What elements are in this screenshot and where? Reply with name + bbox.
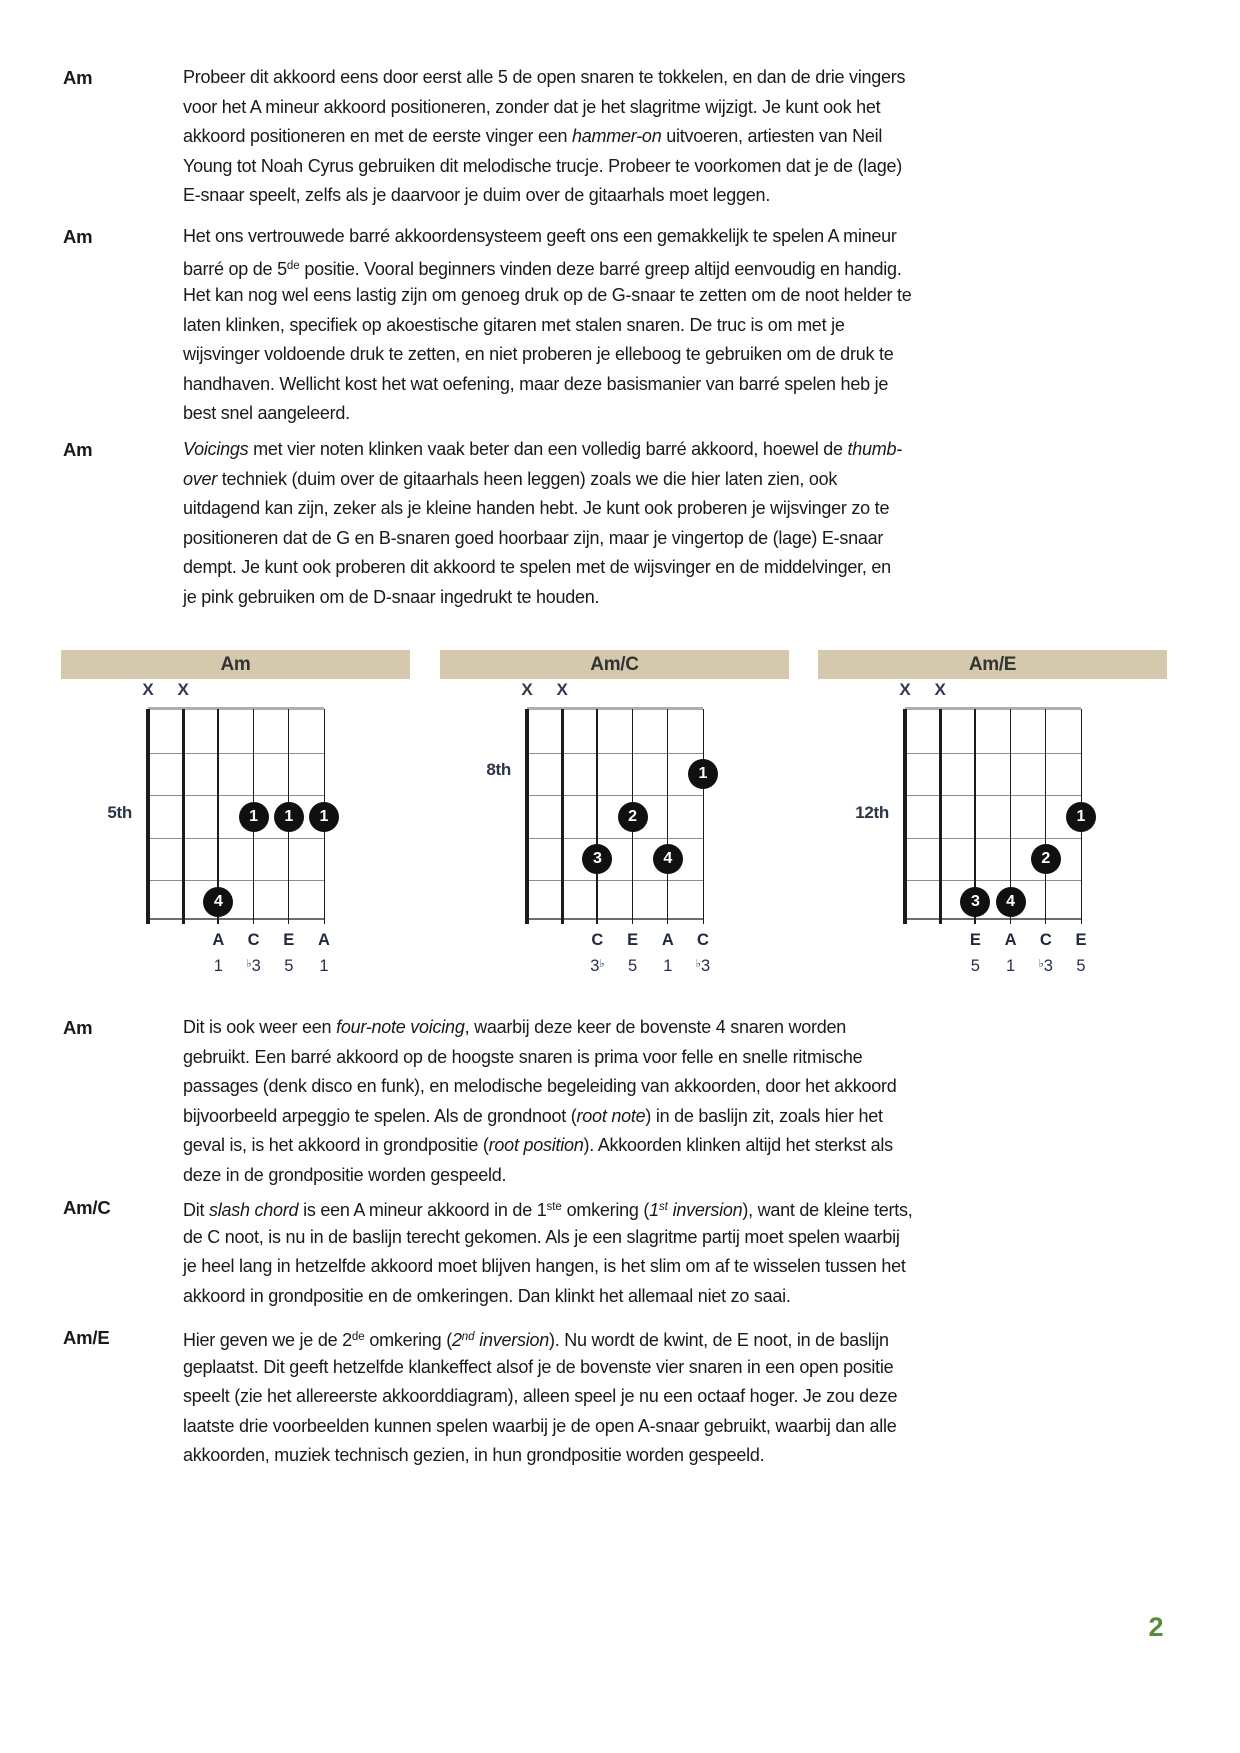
note-name-label: E — [627, 931, 639, 949]
finger-dot: 1 — [239, 802, 269, 832]
text-line — [183, 524, 1240, 554]
finger-dot: 4 — [653, 844, 683, 874]
text-segment: met vier noten klinken vaak beter dan een volledig barré akkoord, hoewel de — [248, 439, 848, 459]
scale-degree-label: 1 — [213, 957, 223, 975]
chord-title-bar: Am — [61, 650, 410, 679]
paragraph-body — [183, 1013, 1240, 1190]
chord-title-bar: Am/C — [440, 650, 789, 679]
text-line — [183, 311, 1240, 341]
paragraph-body — [183, 63, 1240, 211]
finger-dot: 1 — [688, 759, 718, 789]
text-segment: techniek (duim over de gitaarhals heen leggen) zoals we die hier laten zien, ook — [217, 468, 838, 489]
text-segment: geplaatst. Dit geeft hetzelfde klankeffect alsof je de bovenste vier snaren in een open positie — [183, 1356, 894, 1377]
note-name-label: E — [283, 931, 295, 949]
chord-diagram — [440, 650, 789, 982]
text-segment: four-note voicing — [336, 1017, 465, 1037]
text-segment: best snel aangeleerd. — [183, 403, 350, 423]
scale-degree-label: 5 — [970, 957, 980, 975]
note-name-label: A — [1004, 931, 1017, 949]
string-line — [182, 709, 185, 924]
paragraph-chord-label: Am/C — [63, 1197, 111, 1218]
muted-string-marker: X — [899, 680, 911, 699]
fret-line — [905, 753, 1081, 754]
text-segment: ), want de kleine terts, — [742, 1200, 913, 1220]
finger-dot: 2 — [618, 802, 648, 832]
text-line — [183, 1102, 1240, 1132]
text-segment: je pink gebruiken om de D-snaar ingedrukt te houden. — [183, 586, 600, 607]
paragraph-body — [183, 1323, 1240, 1471]
text-segment: akkoord in grondpositie en de omkeringen. Dan klinkt het allemaal niet zo saai. — [183, 1285, 791, 1306]
fret-position-label: 5th — [107, 802, 132, 822]
paragraph — [0, 1323, 1240, 1471]
fret-line — [905, 795, 1081, 796]
fret-line — [148, 795, 324, 796]
text-segment: ste — [546, 1201, 562, 1213]
scale-degree-label: 5 — [1076, 957, 1086, 975]
text-line — [183, 1072, 1240, 1102]
text-line — [183, 1161, 1240, 1191]
finger-dot: 4 — [996, 887, 1026, 917]
text-line — [183, 1013, 1240, 1043]
text-segment: Voicings — [183, 439, 249, 459]
flat-symbol: ♭ — [599, 958, 605, 970]
paragraph — [0, 222, 1240, 429]
text-segment: 2 — [451, 1330, 462, 1350]
text-segment: is een A mineur akkoord in de 1 — [298, 1200, 547, 1220]
text-line — [183, 1131, 1240, 1161]
text-line — [183, 252, 1240, 282]
finger-dot: 1 — [309, 802, 339, 832]
text-segment: positie. Vooral beginners vinden deze barré greep altijd eenvoudig en handig. — [299, 258, 902, 279]
text-segment: slash chord — [209, 1200, 299, 1220]
text-line — [183, 399, 1240, 429]
text-line — [183, 465, 1240, 495]
text-segment: passages (denk disco en funk), en melodische begeleiding van akkoorden, door het akkoord — [183, 1076, 897, 1096]
note-name-label: A — [212, 931, 225, 949]
text-segment: Het ons vertrouwede barré akkoordensysteem geeft ons een gemakkelijk te spelen A mineur — [183, 226, 897, 246]
finger-dot: 2 — [1031, 844, 1061, 874]
fret-line — [905, 838, 1081, 839]
string-line — [1045, 709, 1046, 924]
scale-degree-label: 5 — [284, 957, 294, 975]
fret-line — [527, 838, 703, 839]
string-line — [596, 709, 598, 924]
flat-symbol: ♭ — [1038, 958, 1044, 970]
text-line — [183, 152, 1240, 182]
page-number: 2 — [1148, 1612, 1164, 1642]
text-segment: handhaven. Wellicht kost het wat oefening, maar deze basismanier van barré spelen heb je — [183, 373, 889, 394]
text-segment: st — [658, 1201, 668, 1213]
text-line — [183, 181, 1240, 211]
text-segment: akkoord positioneren en met de eerste vinger een — [183, 126, 572, 146]
text-segment: je heel lang in hetzelfde akkoord moet blijven hangen, is het slim om af te wisselen tussen het — [183, 1256, 906, 1276]
text-line — [183, 553, 1240, 583]
flat-symbol: ♭ — [246, 958, 252, 970]
text-segment: omkering ( — [364, 1330, 452, 1350]
scale-degree-label: 3♭ — [590, 957, 605, 975]
scale-degree-label: ♭3 — [695, 957, 711, 975]
fret-line — [527, 753, 703, 754]
string-line — [667, 709, 668, 924]
text-segment: positioneren dat de G en B-snaren goed hoorbaar zijn, maar je vingertop de (lage) E-snaar — [183, 527, 884, 548]
string-line — [525, 709, 529, 924]
muted-string-marker: X — [556, 680, 568, 699]
text-segment: de — [286, 259, 300, 272]
finger-dot: 1 — [1066, 802, 1096, 832]
paragraph-chord-label: Am — [63, 226, 93, 247]
text-segment: inversion — [667, 1200, 743, 1220]
text-segment: voor het A mineur akkoord positioneren, zonder dat je het slagritme wijzigt. Je kunt ook het — [183, 96, 881, 117]
text-segment: Het kan nog wel eens lastig zijn om genoeg druk op de G-snaar te zetten om de noot helder te — [183, 285, 912, 305]
paragraph-chord-label: Am — [63, 1017, 93, 1038]
string-line — [561, 709, 564, 924]
scale-degree-label: 1 — [663, 957, 673, 975]
note-name-label: E — [969, 931, 981, 949]
fret-line — [527, 880, 703, 881]
string-line — [146, 709, 150, 924]
fret-line — [148, 880, 324, 881]
paragraph-body — [183, 222, 1240, 429]
fret-position-label: 8th — [486, 759, 511, 779]
text-segment: omkering ( — [561, 1200, 650, 1220]
text-segment: geval is, is het akkoord in grondpositie ( — [183, 1135, 489, 1155]
paragraph-body — [183, 435, 1240, 612]
text-segment: de — [351, 1331, 365, 1343]
text-segment: E-snaar speelt, zelfs als je daarvoor je duim over de gitaarhals moet leggen. — [183, 185, 771, 205]
muted-string-marker: X — [521, 680, 533, 699]
text-line — [183, 281, 1240, 311]
text-segment: bijvoorbeeld arpeggio te spelen. Als de grondnoot ( — [183, 1105, 577, 1126]
text-segment: nd — [461, 1331, 475, 1343]
text-line — [183, 1193, 1240, 1223]
text-segment: uitvoeren, artiesten van Neil — [661, 126, 883, 146]
text-line — [183, 494, 1240, 524]
fret-line — [148, 838, 324, 839]
note-name-label: A — [661, 931, 674, 949]
string-line — [939, 709, 942, 924]
paragraph — [0, 1013, 1240, 1190]
finger-dot: 3 — [582, 844, 612, 874]
text-segment: hammer-on — [572, 126, 662, 146]
note-name-label: A — [318, 931, 330, 949]
text-segment: ). Akkoorden klinken altijd het sterkst als — [583, 1135, 893, 1155]
paragraph-chord-label: Am — [63, 67, 93, 88]
text-line — [183, 1441, 1240, 1471]
text-segment: ). Nu wordt de kwint, de E noot, in de baslijn — [549, 1330, 889, 1350]
text-segment: barré op de 5 — [183, 258, 287, 279]
text-segment: deze in de grondpositie worden gespeeld. — [183, 1164, 507, 1185]
text-line — [183, 370, 1240, 400]
paragraph-chord-label: Am — [63, 439, 93, 460]
scale-degree-label: ♭3 — [1038, 957, 1053, 975]
fret-line — [148, 753, 324, 754]
text-line — [183, 340, 1240, 370]
paragraph-chord-label: Am/E — [63, 1327, 110, 1348]
chord-title-bar: Am/E — [818, 650, 1167, 679]
text-segment: dempt. Je kunt ook proberen dit akkoord te spelen met de wijsvinger en de middelvinger, en — [183, 557, 891, 577]
string-line — [703, 709, 704, 924]
text-segment: Hier geven we je de 2 — [183, 1330, 352, 1350]
chord-diagram — [818, 650, 1167, 982]
text-segment: ) in de baslijn zit, zoals hier het — [645, 1105, 883, 1126]
paragraph — [0, 1193, 1240, 1311]
fretboard-grid — [148, 707, 329, 920]
text-segment: root note — [576, 1105, 646, 1126]
note-name-label: C — [591, 931, 604, 949]
text-segment: thumb- — [847, 439, 903, 459]
fret-position-label: 12th — [855, 802, 889, 822]
finger-dot: 3 — [960, 887, 990, 917]
text-line — [183, 1282, 1240, 1312]
text-line — [183, 63, 1240, 93]
muted-string-marker: X — [177, 680, 189, 699]
text-line — [183, 1252, 1240, 1282]
text-line — [183, 1043, 1240, 1073]
scale-degree-label: 5 — [628, 957, 638, 975]
note-name-label: E — [1075, 931, 1087, 949]
text-line — [183, 1412, 1240, 1442]
text-segment: akkoorden, muziek technisch gezien, in hun grondpositie worden gespeeld. — [183, 1445, 765, 1465]
text-line — [183, 435, 1240, 465]
finger-dot: 1 — [274, 802, 304, 832]
text-line — [183, 122, 1240, 152]
text-segment: Dit is ook weer een — [183, 1017, 337, 1037]
text-segment: over — [183, 468, 218, 489]
note-name-label: C — [247, 931, 260, 949]
text-segment: speelt (zie het allereerste akkoorddiagram), alleen speel je nu een octaaf hoger. Je zou deze — [183, 1386, 898, 1406]
text-segment: gebruikt. Een barré akkoord op de hoogste snaren is prima voor felle en snelle ritmische — [183, 1046, 863, 1067]
muted-string-marker: X — [142, 680, 154, 699]
text-segment: inversion — [474, 1330, 550, 1350]
text-segment: uitdagend kan zijn, zeker als je kleine handen hebt. Je kunt ook proberen je wijsvinger zo te — [183, 498, 890, 518]
note-name-label: C — [697, 931, 709, 949]
text-segment: , waarbij deze keer de bovenste 4 snaren worden — [464, 1017, 847, 1037]
paragraph — [0, 435, 1240, 612]
paragraph-body — [183, 1193, 1240, 1311]
text-line — [183, 1353, 1240, 1383]
paragraph — [0, 63, 1240, 211]
text-segment: laten klinken, specifiek op akoestische gitaren met stalen snaren. De truc is om met je — [183, 314, 845, 335]
fretboard-grid — [905, 707, 1086, 920]
text-line — [183, 1323, 1240, 1353]
text-line — [183, 583, 1240, 613]
text-line — [183, 1223, 1240, 1253]
text-line — [183, 93, 1240, 123]
fret-line — [905, 880, 1081, 881]
text-line — [183, 222, 1240, 252]
text-segment: 1 — [649, 1200, 659, 1220]
chord-diagram — [61, 650, 410, 982]
fretboard-grid — [527, 707, 708, 920]
text-segment: de C noot, is nu in de baslijn terecht gekomen. Als je een slagritme partij moet spelen waarbij — [183, 1226, 900, 1247]
text-segment: Dit — [183, 1200, 209, 1220]
scale-degree-label: 1 — [1006, 957, 1016, 975]
text-segment: Probeer dit akkoord eens door eerst alle 5 de open snaren te tokkelen, en dan de drie vingers — [183, 67, 906, 87]
text-line — [183, 1382, 1240, 1412]
text-segment: wijsvinger voldoende druk te zetten, en niet proberen je elleboog te gebruiken om de druk te — [183, 344, 894, 364]
text-segment: Young tot Noah Cyrus gebruiken dit melodische trucje. Probeer te voorkomen dat je de (lage) — [183, 155, 903, 176]
string-line — [903, 709, 907, 924]
finger-dot: 4 — [203, 887, 233, 917]
scale-degree-label: ♭3 — [246, 957, 261, 975]
scale-degree-label: 1 — [319, 957, 329, 975]
text-segment: laatste drie voorbeelden kunnen spelen waarbij je de open A-snaar gebruikt, waarbij dan alle — [183, 1415, 897, 1436]
text-segment: root position — [488, 1135, 584, 1155]
muted-string-marker: X — [934, 680, 946, 699]
fret-line — [527, 795, 703, 796]
note-name-label: C — [1039, 931, 1052, 949]
flat-symbol: ♭ — [695, 958, 701, 970]
